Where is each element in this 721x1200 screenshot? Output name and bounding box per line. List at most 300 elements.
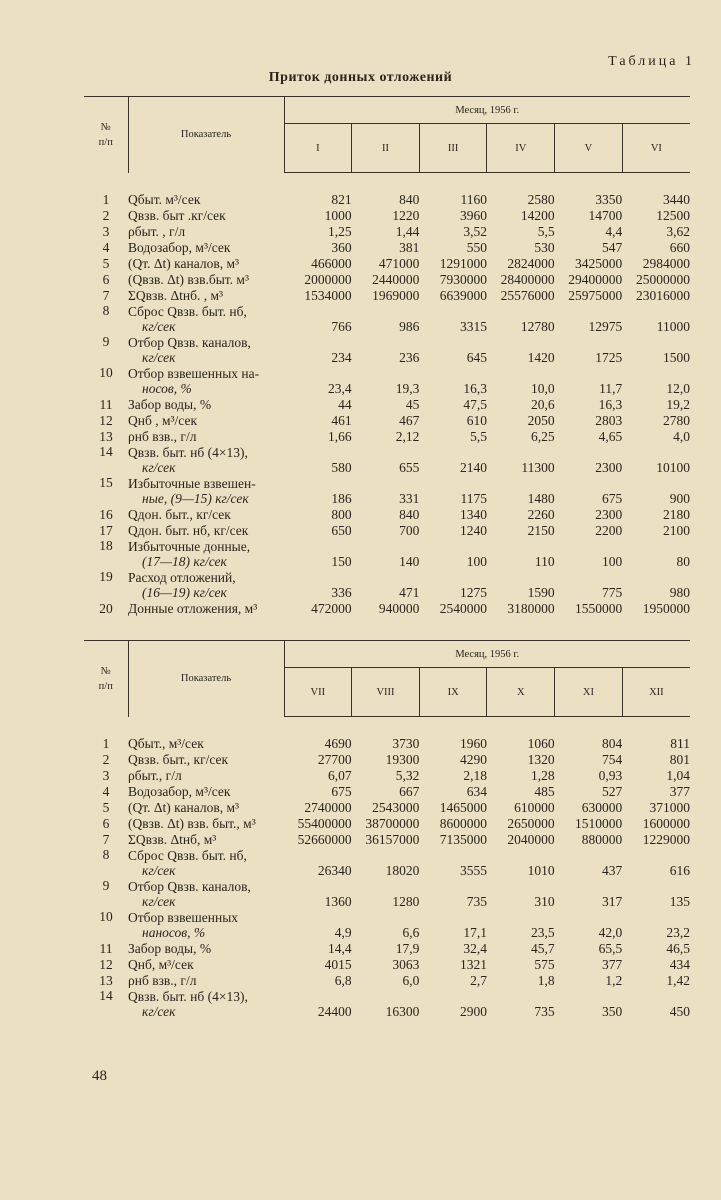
value-cell: 821 [331,192,352,207]
value-cell: 650 [331,523,352,538]
value-cell: 4290 [459,752,487,767]
value-cell: 2260 [527,507,555,522]
value-cell: 655 [399,460,420,475]
row-number: 18 [99,538,113,553]
indicator-label: ΣQвзв. Δtнб. , м³ [128,288,224,303]
indicator-label: Отбор Qвзв. каналов, [128,335,251,350]
value-cell: 150 [331,554,352,569]
value-cell: 65,5 [598,941,623,956]
row-number: 7 [102,288,110,303]
value-cell: 2140 [459,460,487,475]
month-header: XII [622,668,690,717]
value-cell: 766 [331,319,352,334]
value-cell: 2824000 [507,256,555,271]
indicator-label: Отбор взвешенных [128,910,239,925]
row-number: 12 [99,413,113,428]
value-cell: 44 [338,397,352,412]
row-indicator [128,988,284,1019]
value-cell: 2740000 [304,800,352,815]
value-cell: 14200 [520,208,555,223]
row-number: 16 [99,507,113,522]
value-cell: 12975 [588,319,623,334]
row-number: 11 [99,941,113,956]
table-row [84,751,690,767]
col-header-indicator: Показатель [128,641,284,717]
table-row [84,988,690,1019]
value-cell: 1600000 [642,816,690,831]
value-cell: 1360 [324,894,352,909]
indicator-label-continued: (17—18) кг/сек [142,554,227,569]
indicator-label: Сброс Qвзв. быт. нб, [128,304,247,319]
col-header-month-group: Месяц, 1956 г. [284,97,690,124]
indicator-label: Qвзв. быт .кг/сек [128,208,226,223]
value-cell: 527 [602,784,623,799]
value-cell: 1010 [527,863,555,878]
table-row [84,365,690,396]
value-cell: 140 [399,554,420,569]
value-cell: 317 [602,894,623,909]
table-row [84,444,690,475]
value-cell: 610000 [514,800,555,815]
value-cell: 2540000 [439,601,487,616]
value-cell: 7930000 [439,272,487,287]
value-cell: 23016000 [636,288,690,303]
indicator-label: Qбыт., м³/сек [128,736,204,751]
value-cell: 675 [331,784,352,799]
value-cell: 55400000 [297,816,352,831]
indicator-label: Расход отложений, [128,570,236,585]
value-cell: 634 [466,784,487,799]
row-number: 10 [99,909,113,924]
value-cell: 6639000 [439,288,487,303]
month-header: IX [419,668,487,717]
value-cell: 610 [466,413,487,428]
value-cell: 1590 [527,585,555,600]
value-cell: 45 [405,397,420,412]
value-cell: 1320 [527,752,555,767]
row-indicator [128,815,284,831]
value-cell: 1229000 [642,832,690,847]
indicator-label-continued: ные, (9—15) кг/сек [142,491,249,506]
col-header-month-group: Месяц, 1956 г. [284,641,690,668]
row-indicator [128,223,284,239]
row-number: 8 [102,303,110,318]
value-cell: 6,25 [531,429,555,444]
value-cell: 7135000 [439,832,487,847]
row-number: 3 [102,768,110,783]
col-header-num: № п/п [84,641,128,717]
table-row [84,475,690,506]
value-cell: 471000 [378,256,420,271]
indicator-label: (Qвзв. Δt) взв.быт. м³ [128,272,249,287]
value-cell: 2,7 [470,973,487,988]
data-table-1 [84,96,690,616]
indicator-label-continued: кг/сек [142,863,176,878]
table-row [84,909,690,940]
value-cell: 236 [399,350,420,365]
value-cell: 5,5 [537,224,555,239]
value-cell: 466000 [311,256,352,271]
table-row [84,191,690,207]
value-cell: 186 [331,491,352,506]
value-cell: 336 [331,585,352,600]
value-cell: 38700000 [365,816,420,831]
value-cell: 110 [534,554,555,569]
value-cell: 485 [534,784,555,799]
value-cell: 135 [669,894,690,909]
table-title: Приток донных отложений [268,70,453,85]
value-cell: 880000 [581,832,623,847]
value-cell: 371000 [649,800,690,815]
value-cell: 42,0 [598,925,623,940]
row-number: 9 [102,878,110,893]
value-cell: 23,2 [666,925,690,940]
table-row [84,396,690,412]
table-row [84,783,690,799]
table-row [84,878,690,909]
row-number: 14 [99,988,113,1003]
indicator-label: Отбор взвешенных на- [128,366,260,381]
indicator-label-continued: кг/сек [142,350,176,365]
value-cell: 4,9 [334,925,352,940]
row-indicator [128,940,284,956]
value-cell: 29400000 [568,272,623,287]
indicator-label: ρбыт., г/л [128,768,182,783]
table-row [84,303,690,334]
value-cell: 2803 [595,413,623,428]
value-cell: 25975000 [568,288,623,303]
value-cell: 467 [399,413,420,428]
value-cell: 1550000 [575,601,623,616]
value-cell: 1,2 [605,973,623,988]
row-indicator [128,475,284,506]
row-indicator [128,239,284,255]
value-cell: 12500 [656,208,690,223]
indicator-label-continued: наносов, % [142,925,206,940]
indicator-label: ΣQвзв. Δtнб, м³ [128,832,217,847]
row-number: 2 [102,208,110,223]
table-row [84,271,690,287]
row-number: 15 [99,475,113,490]
table-row [84,412,690,428]
value-cell: 1,42 [666,973,690,988]
value-cell: 2780 [663,413,690,428]
row-number: 20 [99,601,113,616]
value-cell: 25000000 [636,272,690,287]
value-cell: 4690 [324,736,352,751]
row-indicator [128,522,284,538]
row-indicator [128,287,284,303]
indicator-label: Отбор Qвзв. каналов, [128,879,251,894]
table-row [84,506,690,522]
value-cell: 660 [669,240,690,255]
indicator-label: Донные отложения, м³ [128,601,258,616]
value-cell: 675 [602,491,623,506]
value-cell: 630000 [581,800,623,815]
value-cell: 2180 [663,507,690,522]
table-row [84,767,690,783]
value-cell: 19,2 [666,397,690,412]
value-cell: 2440000 [372,272,420,287]
row-number: 1 [102,736,110,751]
value-cell: 1,8 [537,973,555,988]
row-number: 4 [102,240,110,255]
value-cell: 2200 [595,523,623,538]
indicator-label: Qдон. быт. нб, кг/сек [128,523,249,538]
indicator-label: Qвзв. быт. нб (4×13), [128,989,248,1004]
row-number: 3 [102,224,110,239]
value-cell: 12780 [520,319,555,334]
col-header-indicator: Показатель [128,97,284,173]
indicator-label-continued: носов, % [142,381,192,396]
indicator-label: Qнб, м³/сек [128,957,194,972]
value-cell: 575 [534,957,555,972]
value-cell: 24400 [317,1004,352,1019]
value-cell: 28400000 [500,272,555,287]
value-cell: 1000 [324,208,352,223]
value-cell: 331 [399,491,420,506]
indicator-label: ρнб взв., г/л [128,429,197,444]
value-cell: 804 [602,736,623,751]
value-cell: 700 [399,523,420,538]
row-indicator [128,600,284,616]
row-indicator [128,909,284,940]
value-cell: 1240 [459,523,487,538]
value-cell: 900 [669,491,690,506]
row-indicator [128,735,284,751]
table-label: Таблица 1 [608,54,695,69]
value-cell: 16,3 [463,381,487,396]
value-cell: 17,1 [463,925,487,940]
value-cell: 1160 [460,192,487,207]
month-header: V [555,124,623,173]
value-cell: 1321 [459,957,487,972]
value-cell: 1,04 [666,768,690,783]
value-cell: 450 [669,1004,690,1019]
value-cell: 645 [466,350,487,365]
value-cell: 10100 [656,460,690,475]
row-number: 14 [99,444,113,459]
value-cell: 27700 [317,752,352,767]
value-cell: 11000 [656,319,690,334]
value-cell: 547 [602,240,623,255]
row-number: 6 [102,816,110,831]
indicator-label: Водозабор, м³/сек [128,240,231,255]
value-cell: 19,3 [395,381,420,396]
row-indicator [128,255,284,271]
value-cell: 5,5 [470,429,487,444]
row-indicator [128,428,284,444]
value-cell: 6,8 [334,973,352,988]
indicator-label-continued: кг/сек [142,319,176,334]
value-cell: 381 [399,240,420,255]
row-indicator [128,444,284,475]
month-header: X [487,668,555,717]
value-cell: 2100 [663,523,690,538]
indicator-label: (Qвзв. Δt) взв. быт., м³ [128,816,256,831]
table-row [84,735,690,751]
indicator-label: Qбыт. м³/сек [128,192,201,207]
value-cell: 20,6 [531,397,555,412]
table-row [84,972,690,988]
value-cell: 1420 [527,350,555,365]
value-cell: 52660000 [297,832,352,847]
month-header: VI [622,124,690,173]
value-cell: 10,0 [531,381,555,396]
row-indicator [128,767,284,783]
value-cell: 100 [602,554,623,569]
value-cell: 32,4 [463,941,487,956]
value-cell: 1510000 [575,816,623,831]
value-cell: 4,4 [605,224,623,239]
value-cell: 775 [602,585,623,600]
value-cell: 840 [399,192,420,207]
value-cell: 550 [466,240,487,255]
value-cell: 437 [602,863,623,878]
row-indicator [128,506,284,522]
page-number: 48 [92,1068,107,1084]
indicator-label-continued: (16—19) кг/сек [142,585,227,600]
row-number: 6 [102,272,110,287]
row-number: 7 [102,832,110,847]
value-cell: 23,5 [531,925,555,940]
value-cell: 1465000 [439,800,487,815]
value-cell: 471 [399,585,420,600]
value-cell: 8600000 [439,816,487,831]
table-row [84,956,690,972]
value-cell: 80 [676,554,690,569]
table-row [84,831,690,847]
row-indicator [128,538,284,569]
value-cell: 986 [399,319,420,334]
value-cell: 1,28 [531,768,555,783]
value-cell: 16,3 [598,397,623,412]
value-cell: 3,52 [463,224,487,239]
row-indicator [128,751,284,767]
row-number: 19 [99,569,113,584]
row-indicator [128,271,284,287]
table-row [84,538,690,569]
indicator-label: Забор воды, % [128,397,212,412]
row-number: 8 [102,847,110,862]
row-indicator [128,396,284,412]
value-cell: 1480 [527,491,555,506]
table-row [84,600,690,616]
value-cell: 3,62 [666,224,690,239]
row-indicator [128,783,284,799]
value-cell: 4015 [324,957,352,972]
value-cell: 1275 [459,585,487,600]
row-indicator [128,569,284,600]
table-row [84,569,690,600]
value-cell: 1280 [392,894,420,909]
month-header: I [284,124,352,173]
value-cell: 1,66 [328,429,352,444]
value-cell: 2900 [459,1004,487,1019]
indicator-label: Забор воды, % [128,941,212,956]
value-cell: 5,32 [395,768,420,783]
value-cell: 1950000 [642,601,690,616]
value-cell: 472000 [311,601,352,616]
value-cell: 234 [331,350,352,365]
value-cell: 3063 [392,957,420,972]
value-cell: 801 [669,752,690,767]
value-cell: 11300 [521,460,555,475]
value-cell: 800 [331,507,352,522]
row-indicator [128,799,284,815]
indicator-label: (Qт. Δt) каналов, м³ [128,256,240,271]
table-row [84,940,690,956]
row-number: 9 [102,334,110,349]
indicator-label: Сброс Qвзв. быт. нб, [128,848,247,863]
row-indicator [128,956,284,972]
value-cell: 754 [602,752,623,767]
row-number: 10 [99,365,113,380]
indicator-label: Qвзв. быт. нб (4×13), [128,445,248,460]
value-cell: 3960 [459,208,487,223]
value-cell: 1725 [595,350,623,365]
data-table-2 [84,640,690,1019]
value-cell: 1220 [392,208,420,223]
value-cell: 310 [534,894,555,909]
indicator-label: Избыточные взвешен- [128,476,256,491]
row-indicator [128,412,284,428]
row-indicator [128,847,284,878]
value-cell: 2984000 [642,256,690,271]
value-cell: 100 [466,554,487,569]
row-number: 11 [99,397,113,412]
value-cell: 1960 [459,736,487,751]
value-cell: 434 [669,957,690,972]
indicator-label: Избыточные донные, [128,539,251,554]
row-number: 5 [102,800,110,815]
indicator-label: Qвзв. быт., кг/сек [128,752,229,767]
value-cell: 26340 [317,863,352,878]
value-cell: 3555 [459,863,487,878]
table-row [84,223,690,239]
value-cell: 1,44 [395,224,420,239]
value-cell: 46,5 [666,941,690,956]
value-cell: 580 [331,460,352,475]
indicator-label: ρнб взв., г/л [128,973,197,988]
value-cell: 2040000 [507,832,555,847]
value-cell: 2000000 [304,272,352,287]
row-indicator [128,365,284,396]
value-cell: 3180000 [507,601,555,616]
value-cell: 2,18 [463,768,487,783]
value-cell: 530 [534,240,555,255]
value-cell: 23,4 [328,381,352,396]
value-cell: 2300 [595,507,623,522]
value-cell: 1500 [663,350,690,365]
table-row [84,334,690,365]
month-header: XI [555,668,623,717]
value-cell: 0,93 [598,768,623,783]
value-cell: 1969000 [372,288,420,303]
value-cell: 1291000 [439,256,487,271]
table-row [84,255,690,271]
value-cell: 4,0 [673,429,690,444]
value-cell: 2150 [527,523,555,538]
month-header: III [419,124,487,173]
value-cell: 940000 [378,601,420,616]
value-cell: 3440 [663,192,690,207]
indicator-label: Qнб , м³/сек [128,413,198,428]
value-cell: 1175 [460,491,487,506]
value-cell: 11,7 [599,381,623,396]
row-number: 4 [102,784,110,799]
value-cell: 19300 [385,752,420,767]
